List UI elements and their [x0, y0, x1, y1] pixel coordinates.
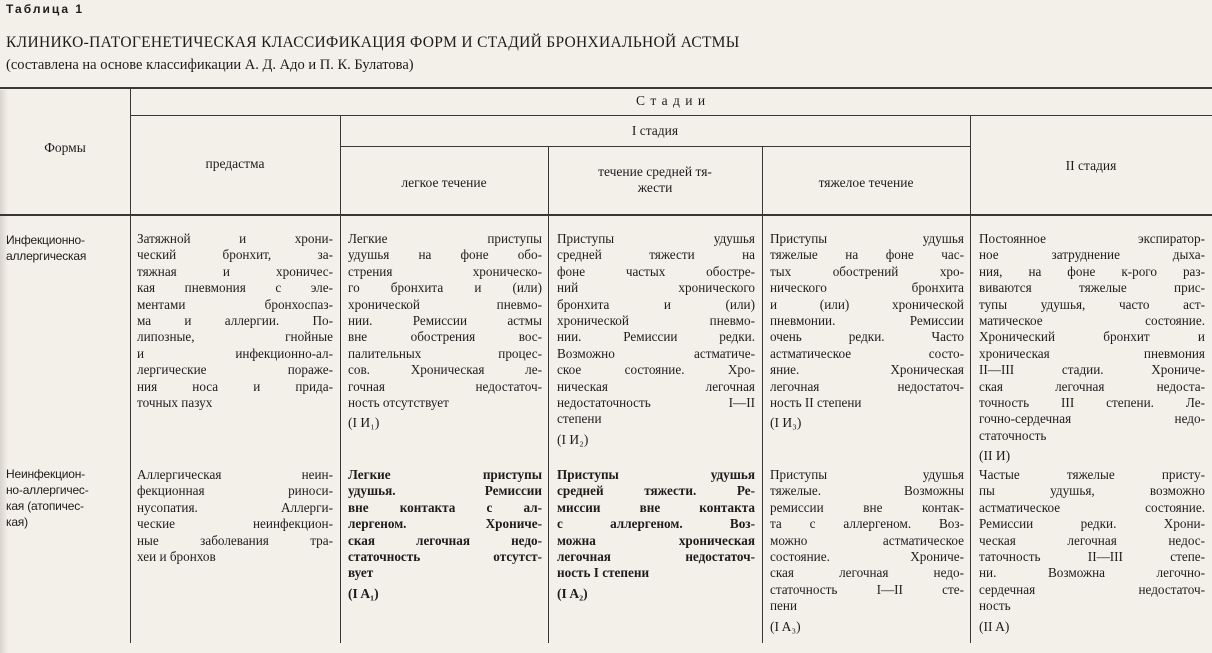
- cell-line: Легкие приступы: [348, 467, 542, 482]
- cell-line: ское состояние. Хро-: [557, 362, 755, 378]
- cell-line: тых обострений хро-: [770, 263, 964, 279]
- cell-line: кая пневмония с эле-: [137, 280, 333, 296]
- stage-code: (II И): [979, 448, 1011, 464]
- cell-line: состояние. Хрониче-: [770, 548, 964, 564]
- cell-line: статочность отсутст-: [348, 548, 542, 564]
- cell-mild: [348, 467, 542, 602]
- cell-line: бронхита и (или): [557, 296, 755, 312]
- cell-line: Приступы удушья: [770, 467, 964, 482]
- cell-line: ремиссии вне контак-: [770, 499, 964, 515]
- cell-line: пы удушья, возможно: [979, 483, 1205, 499]
- cell-line: виваются тяжелые прис-: [979, 280, 1205, 296]
- cell-line: очень редки. Часто: [770, 329, 964, 345]
- cell-line: тупы удушья, часто аст-: [979, 296, 1205, 312]
- cell-stage2: [979, 231, 1205, 464]
- cell-line: сов. Хроническая ле-: [348, 362, 542, 378]
- cell-line: можно астматическое: [770, 532, 964, 548]
- cell-line: пневмонии. Ремиссии: [770, 312, 964, 328]
- stage-code: (I A₂): [557, 585, 588, 601]
- cell-line: фоне частых обостре-: [557, 263, 755, 279]
- cell-line: таточность II—III степе-: [979, 548, 1205, 564]
- cell-line: пени: [770, 598, 798, 614]
- cell-line: ческие неинфекцион-: [137, 516, 333, 532]
- cell-line: ния носа и прида-: [137, 378, 333, 394]
- cell-line: Легкие приступы: [348, 231, 542, 246]
- cell-line: гочно-сердечная недо-: [979, 411, 1205, 427]
- cell-line: II—III стадии. Хрониче-: [979, 362, 1205, 378]
- cell-line: ческая легочная недос-: [979, 532, 1205, 548]
- column-divider: [970, 116, 971, 643]
- cell-line: липозные, гнойные: [137, 329, 333, 345]
- cell-line: лергеном. Хрониче-: [348, 516, 542, 532]
- header-stage1: I стадия: [631, 123, 679, 138]
- table-title: КЛИНИКО-ПАТОГЕНЕТИЧЕСКАЯ КЛАССИФИКАЦИЯ ФОРМ И СТАДИЙ БРОНХИАЛЬНОЙ АСТМЫ: [6, 34, 740, 51]
- cell-line: Аллергическая неин-: [137, 467, 333, 482]
- stage-code: (I И₁): [348, 415, 380, 431]
- stages-rule: [130, 115, 1212, 116]
- cell-line: тяжелые на фоне час-: [770, 247, 964, 263]
- cell-line: гочная недостаточ-: [348, 378, 542, 394]
- cell-line: и инфекционно-ал-: [137, 345, 333, 361]
- cell-line: хронической пневмо-: [348, 296, 542, 312]
- cell-line: вне обострения вос-: [348, 329, 542, 345]
- cell-line: Ремиссии редки. Хрони-: [979, 516, 1205, 532]
- cell-line: можна хроническая: [557, 532, 755, 548]
- stage-code: (II A): [979, 618, 1010, 634]
- cell-line: палительных процес-: [348, 345, 542, 361]
- cell-line: ма и аллергии. По-: [137, 312, 333, 328]
- cell-moderate: [557, 231, 755, 448]
- cell-line: Приступы удушья: [557, 231, 755, 246]
- table-caption: Таблица 1: [6, 2, 85, 16]
- column-divider: [548, 147, 549, 643]
- cell-line: хеи и бронхов: [137, 548, 216, 564]
- form-infectious-allergic: Инфекционно- аллергическая: [6, 233, 87, 263]
- cell-line: яние. Хроническая: [770, 362, 964, 378]
- cell-line: нического бронхита: [770, 280, 964, 296]
- cell-preasthma: [137, 231, 333, 411]
- cell-line: ность: [979, 598, 1011, 614]
- header-bottom-rule: [0, 214, 1212, 216]
- cell-line: Приступы удушья: [770, 231, 964, 246]
- cell-line: легочная недостаточ-: [770, 378, 964, 394]
- page-edge-shadow: [0, 90, 8, 653]
- cell-line: и (или) хронической: [770, 296, 964, 312]
- cell-line: средней тяжести. Ре-: [557, 483, 755, 499]
- cell-line: матическое состояние.: [979, 312, 1205, 328]
- cell-line: удушья на фоне обо-: [348, 247, 542, 263]
- header-stage2: II стадия: [1065, 158, 1117, 173]
- header-forms: Формы: [44, 140, 86, 155]
- cell-line: вне контакта с ал-: [348, 499, 542, 515]
- top-rule: [0, 87, 1212, 89]
- header-preasthma: предастма: [205, 156, 265, 171]
- cell-line: средней тяжести на: [557, 247, 755, 263]
- cell-line: нусопатия. Аллерги-: [137, 499, 333, 515]
- cell-line: ни. Возможна легочно-: [979, 565, 1205, 581]
- cell-line: ническая легочная: [557, 378, 755, 394]
- cell-preasthma: [137, 467, 333, 565]
- cell-line: точных пазух: [137, 394, 213, 410]
- cell-severe: [770, 467, 964, 635]
- cell-line: го бронхита и (или): [348, 280, 542, 296]
- cell-line: ность I степени: [557, 565, 650, 581]
- cell-line: миссии вне контакта: [557, 499, 755, 515]
- cell-line: статочность I—II сте-: [770, 581, 964, 597]
- cell-line: ния, на фоне к-рого раз-: [979, 263, 1205, 279]
- cell-moderate: [557, 467, 755, 602]
- cell-line: тяжелые. Возможны: [770, 483, 964, 499]
- cell-line: астматическое состояние.: [979, 499, 1205, 515]
- cell-line: та с аллергеном. Воз-: [770, 516, 964, 532]
- header-stages: С т а д и и: [635, 93, 707, 108]
- header-moderate: течение средней тя- жести: [598, 164, 712, 195]
- cell-line: Постоянное экспиратор-: [979, 231, 1205, 246]
- cell-line: Затяжной и хрони-: [137, 231, 333, 246]
- cell-line: ческий бронхит, за-: [137, 247, 333, 263]
- cell-line: ность отсутствует: [348, 394, 449, 410]
- cell-line: легочная недостаточ-: [557, 548, 755, 564]
- cell-line: с аллергеном. Воз-: [557, 516, 755, 532]
- cell-line: ные заболевания тра-: [137, 532, 333, 548]
- cell-stage2: [979, 467, 1205, 635]
- cell-line: ментами бронхоспаз-: [137, 296, 333, 312]
- form-noninfectious-allergic: Неинфекцион- но-аллергичес- кая (атопичес- кая): [6, 467, 89, 529]
- column-divider: [762, 147, 763, 643]
- cell-line: ская легочная недо-: [770, 565, 964, 581]
- cell-line: ное затруднение дыха-: [979, 247, 1205, 263]
- cell-line: Частые тяжелые присту-: [979, 467, 1205, 482]
- cell-line: ская легочная недоста-: [979, 378, 1205, 394]
- table-subtitle: (составлена на основе классификации А. Д. Адо и П. К. Булатова): [6, 57, 414, 73]
- cell-line: ность II степени: [770, 394, 862, 410]
- stage1-rule: [340, 146, 970, 147]
- cell-line: точность III степени. Ле-: [979, 394, 1205, 410]
- cell-line: Хронический бронхит и: [979, 329, 1205, 345]
- stage-code: (I И₃): [770, 415, 802, 431]
- cell-severe: [770, 231, 964, 432]
- cell-line: вует: [348, 565, 374, 581]
- column-divider: [340, 116, 341, 643]
- cell-line: нии. Ремиссии астмы: [348, 312, 542, 328]
- cell-line: нии. Ремиссии редки.: [557, 329, 755, 345]
- stage-code: (I A₃): [770, 618, 801, 634]
- cell-line: хронической пневмо-: [557, 312, 755, 328]
- cell-line: Возможно астматиче-: [557, 345, 755, 361]
- cell-mild: [348, 231, 542, 432]
- cell-line: недостаточность I—II: [557, 394, 755, 410]
- cell-line: тяжная и хроничес-: [137, 263, 333, 279]
- cell-line: ская легочная недо-: [348, 532, 542, 548]
- cell-line: стрения хроническо-: [348, 263, 542, 279]
- stage-code: (I A₁): [348, 585, 379, 601]
- cell-line: лергические пораже-: [137, 362, 333, 378]
- cell-line: фекционная риноси-: [137, 483, 333, 499]
- cell-line: астматическое состо-: [770, 345, 964, 361]
- cell-line: хроническая пневмония: [979, 345, 1205, 361]
- header-severe: тяжелое течение: [818, 175, 914, 190]
- header-mild: легкое течение: [401, 175, 487, 190]
- cell-line: статочность: [979, 427, 1047, 443]
- cell-line: Приступы удушья: [557, 467, 755, 482]
- cell-line: удушья. Ремиссии: [348, 483, 542, 499]
- cell-line: сердечная недостаточ-: [979, 581, 1205, 597]
- cell-line: ний хронического: [557, 280, 755, 296]
- stage-code: (I И₂): [557, 431, 589, 447]
- cell-line: степени: [557, 411, 602, 427]
